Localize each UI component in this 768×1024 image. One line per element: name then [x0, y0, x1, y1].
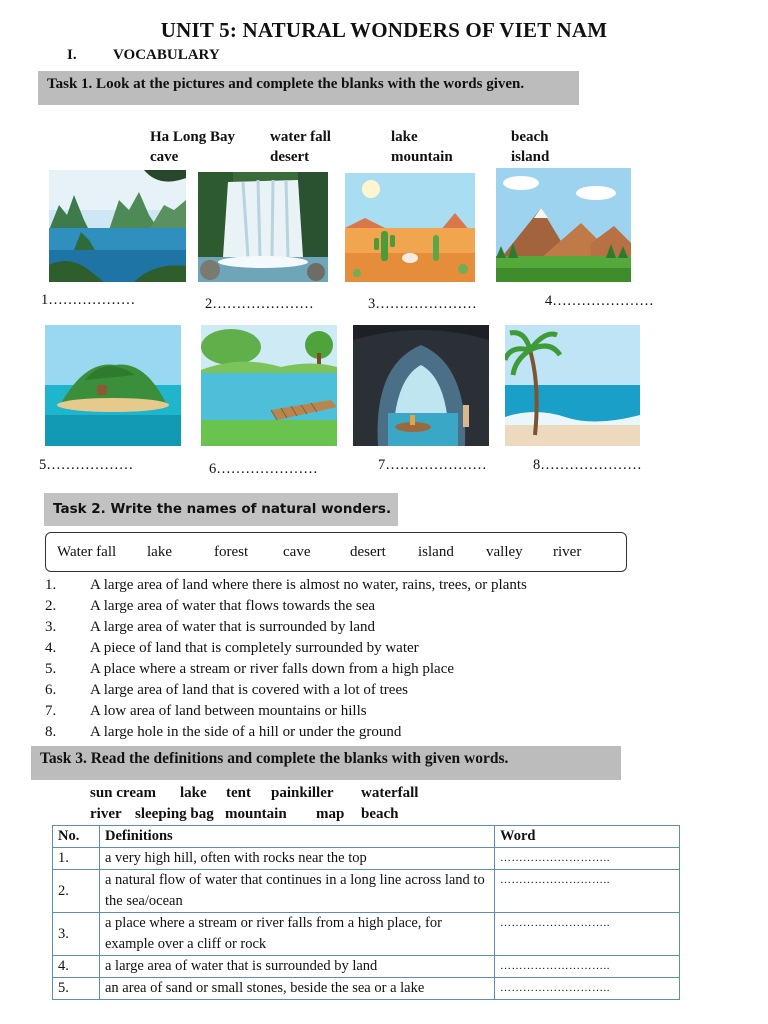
answer-blank[interactable]: ……………………….. — [495, 848, 680, 870]
answer-blank[interactable]: ……………………….. — [495, 913, 680, 956]
section-number: I. — [67, 47, 77, 63]
task3-table — [52, 825, 680, 1000]
table-row: 2. a natural flow of water that continues in a long line across land to the sea/ocean ……………………….. — [53, 870, 680, 913]
table-row: 5. an area of sand or small stones, beside the sea or a lake ……………………….. — [53, 978, 680, 1000]
word-bank-item: map — [316, 806, 345, 822]
blank-7[interactable]: 7………………… — [378, 457, 487, 473]
picture-waterfall — [198, 172, 328, 282]
list-item: 7. A low area of land between mountains or hills — [45, 703, 367, 719]
word-bank-item: Ha Long Bay — [150, 129, 236, 145]
word-bank-item: mountain — [225, 806, 287, 822]
picture-cave — [353, 325, 489, 446]
blank-4[interactable]: 4………………… — [545, 293, 654, 309]
list-item: 4. A piece of land that is completely surrounded by water — [45, 640, 419, 656]
picture-desert — [345, 173, 475, 282]
task1-heading: Task 1. Look at the pictures and complete the blanks with the words given. — [38, 71, 579, 105]
word-bank-item: river — [90, 806, 122, 822]
blank-6[interactable]: 6………………… — [209, 461, 318, 477]
picture-ha-long-bay — [49, 170, 186, 282]
word-bank-item: beach — [361, 806, 399, 822]
word-bank-item: cave — [150, 149, 179, 165]
picture-mountain — [496, 168, 631, 282]
task2-heading: Task 2. Write the names of natural wonders. — [44, 493, 398, 526]
picture-lake — [201, 325, 337, 446]
page-title: UNIT 5: NATURAL WONDERS OF VIET NAM — [160, 18, 608, 42]
word-bank-item: tent — [226, 785, 251, 801]
word-bank-item: lake — [180, 785, 207, 801]
section-label: VOCABULARY — [113, 47, 220, 63]
picture-island — [45, 325, 181, 446]
blank-1[interactable]: 1……………… — [41, 292, 136, 308]
table-row: 4. a large area of water that is surrounded by land ……………………….. — [53, 956, 680, 978]
word-bank-item: painkiller — [271, 785, 334, 801]
column-header: No. — [53, 826, 100, 848]
word-bank-item: island — [511, 149, 550, 165]
blank-3[interactable]: 3………………… — [368, 296, 477, 312]
table-row: 1. a very high hill, often with rocks near the top ……………………….. — [53, 848, 680, 870]
blank-5[interactable]: 5……………… — [39, 457, 134, 473]
word-bank-item: sleeping bag — [135, 806, 214, 822]
list-item: 3. A large area of water that is surrounded by land — [45, 619, 376, 635]
word-box-item: valley — [486, 544, 523, 560]
list-item: 5. A place where a stream or river falls down from a high place — [45, 661, 455, 677]
task3-heading: Task 3. Read the definitions and complete the blanks with given words. — [31, 746, 621, 780]
answer-blank[interactable]: ……………………….. — [495, 870, 680, 913]
column-header: Word — [495, 826, 680, 848]
word-box-item: cave — [283, 544, 311, 560]
word-box-item: forest — [214, 544, 249, 560]
word-box-item: island — [418, 544, 454, 560]
column-header: Definitions — [100, 826, 495, 848]
word-bank-item: waterfall — [361, 785, 419, 801]
word-bank-item: lake — [391, 129, 418, 145]
word-bank-item: mountain — [391, 149, 453, 165]
picture-beach — [505, 325, 640, 446]
table-row: 3. a place where a stream or river falls from a high place, for example over a cliff or rock ……………………….. — [53, 913, 680, 956]
task2-word-box — [45, 532, 627, 572]
list-item: 2. A large area of water that flows towards the sea — [45, 598, 376, 614]
word-bank-item: desert — [270, 149, 310, 165]
blank-8[interactable]: 8………………… — [533, 457, 642, 473]
word-box-item: Water fall — [57, 544, 117, 560]
word-box-item: river — [553, 544, 582, 560]
section-heading — [67, 47, 220, 64]
word-bank-item: beach — [511, 129, 549, 145]
answer-blank[interactable]: ……………………….. — [495, 978, 680, 1000]
word-box-item: desert — [350, 544, 386, 560]
word-bank-item: water fall — [270, 129, 331, 145]
table-header-row — [53, 826, 680, 848]
list-item: 1. A large area of land where there is almost no water, rains, trees, or plants — [45, 577, 527, 593]
word-bank-item: sun cream — [90, 785, 156, 801]
word-box-item: lake — [147, 544, 172, 560]
blank-2[interactable]: 2………………… — [205, 296, 314, 312]
list-item: 8. A large hole in the side of a hill or under the ground — [45, 724, 402, 740]
answer-blank[interactable]: ……………………….. — [495, 956, 680, 978]
list-item: 6. A large area of land that is covered with a lot of trees — [45, 682, 408, 698]
